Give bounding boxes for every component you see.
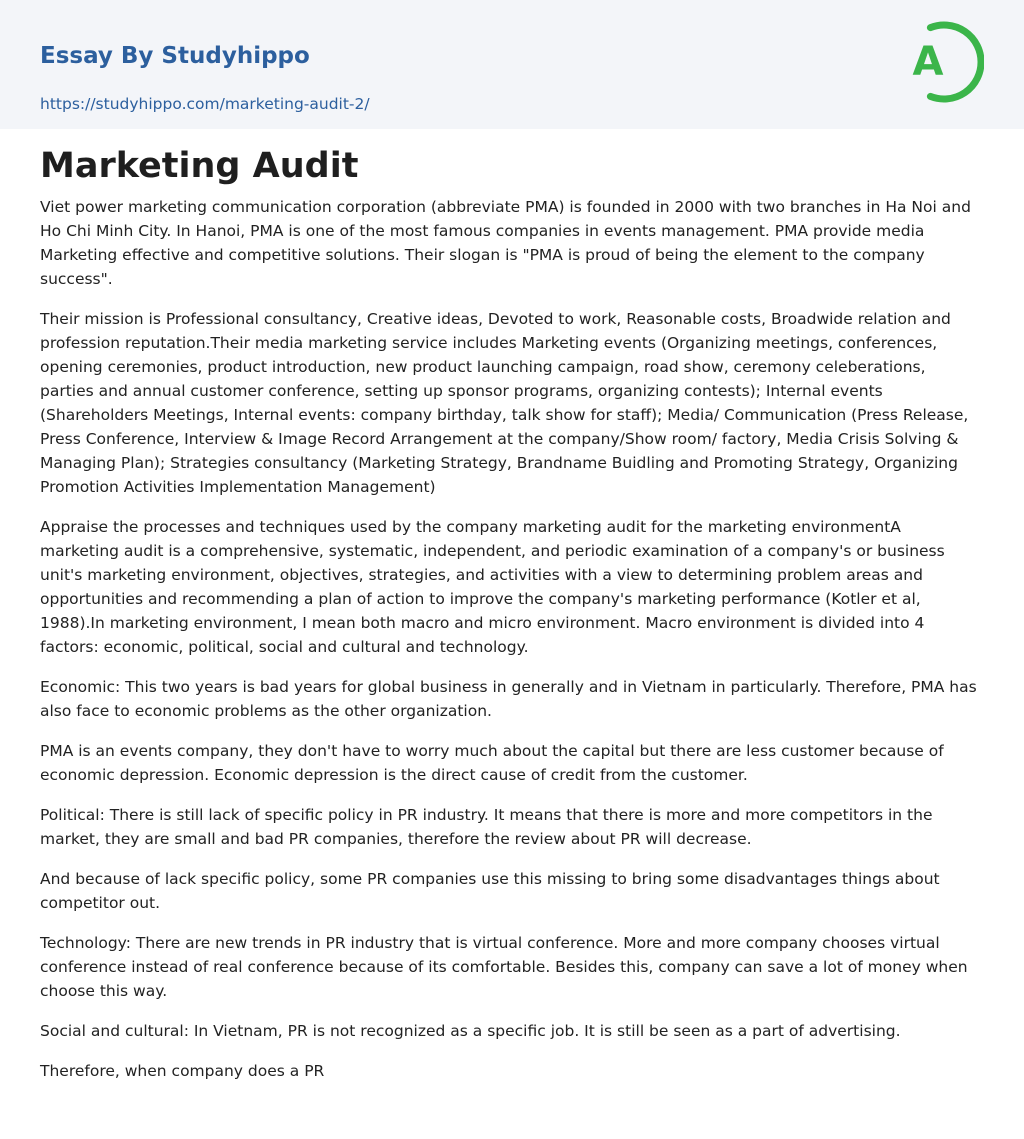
essay-paragraph: Social and cultural: In Vietnam, PR is not recognized as a specific job. It is still be seen as a part of advertising. xyxy=(40,1022,901,1040)
studyhippo-logo-icon[interactable] xyxy=(900,20,984,104)
essay-paragraph: Therefore, when company does a PR xyxy=(40,1062,325,1080)
essay-paragraph: Political: There is still lack of specific policy in PR industry. It means that there is more and more competitors in the market, they are small and bad PR companies, therefore the review about PR will decrease. xyxy=(40,806,933,848)
essay-paragraph: PMA is an events company, they don't have to worry much about the capital but there are less customer because of economic depression. Economic depression is the direct cause of credit from the customer. xyxy=(40,742,944,784)
page-title: Marketing Audit xyxy=(40,146,359,186)
logo-letter: A xyxy=(912,39,944,85)
site-header xyxy=(0,0,1024,129)
essay-paragraph: Appraise the processes and techniques used by the company marketing audit for the marketing environmentA marketing audit is a comprehensive, systematic, independent, and periodic examination of a company's or business unit's marketing environment, objectives, strategies, and activities with a view to determining problem areas and opportunities and recommending a plan of action to improve the company's marketing performance (Kotler et al, 1988).In marketing environment, I mean both macro and micro environment. Macro environment is divided into 4 factors: economic, political, social and cultural and technology. xyxy=(40,518,945,656)
essay-paragraph: And because of lack specific policy, some PR companies use this missing to bring some disadvantages things about competitor out. xyxy=(40,870,940,912)
essay-url-link[interactable]: https://studyhippo.com/marketing-audit-2/ xyxy=(40,95,370,113)
essay-content xyxy=(0,129,1024,1083)
essay-paragraph: Their mission is Professional consultancy, Creative ideas, Devoted to work, Reasonable costs, Broadwide relation and profession reputation.Their media marketing service includes Marketing events (Organizing meetings, conferences, opening ceremonies, product introduction, new product launching campaign, road show, ceremony celeberations, parties and annual customer conference, setting up sponsor programs, organizing contests); Internal events (Shareholders Meetings, Internal events: company birthday, talk show for staff); Media/ Communication (Press Release, Press Conference, Interview & Image Record Arrangement at the company/Show room/ factory, Media Crisis Solving & Managing Plan); Strategies consultancy (Marketing Strategy, Brandname Buidling and Promoting Strategy, Organizing Promotion Activities Implementation Management) xyxy=(40,310,969,496)
essay-paragraph: Technology: There are new trends in PR industry that is virtual conference. More and more company chooses virtual conference instead of real conference because of its comfortable. Besides this, company can save a lot of money when choose this way. xyxy=(40,934,968,1000)
site-brand[interactable]: Essay By Studyhippo xyxy=(40,43,310,69)
essay-paragraph: Viet power marketing communication corporation (abbreviate PMA) is founded in 2000 with two branches in Ha Noi and Ho Chi Minh City. In Hanoi, PMA is one of the most famous companies in events management. PMA provide media Marketing effective and competitive solutions. Their slogan is "PMA is proud of being the element to the company success". xyxy=(40,198,971,288)
essay-paragraph: Economic: This two years is bad years for global business in generally and in Vietnam in particularly. Therefore, PMA has also face to economic problems as the other organization. xyxy=(40,678,977,720)
